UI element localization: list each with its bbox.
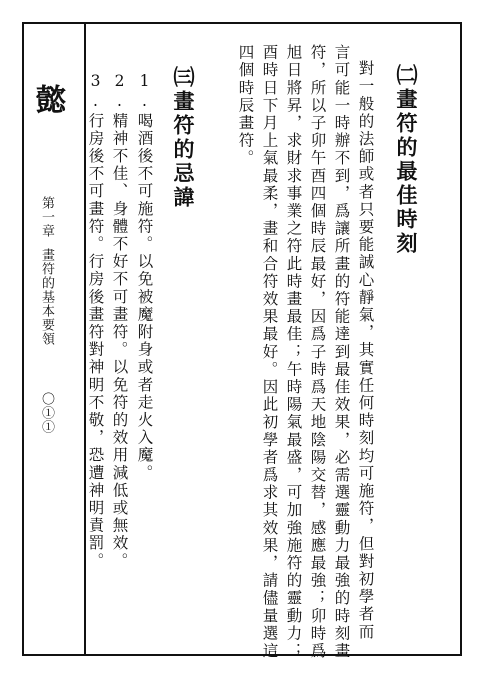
section-heading-taboos: ㈢畫符的忌諱 (171, 66, 195, 210)
list-item: 1.喝酒後不可施符。以免被魔附身或者走火入魔。 (135, 72, 154, 482)
list-item: 2.精神不佳、身體不好不可畫符。以免符的效用減低或無效。 (110, 72, 129, 570)
publisher-seal: 懿 (30, 84, 65, 114)
body-line: 符，所以子卯午酉四個時辰最好，因爲子時爲天地陰陽交替，感應最強；卯時爲 (308, 44, 327, 660)
section-heading-best-time: ㈡畫符的最佳時刻 (394, 64, 418, 256)
page-number: 〇①① (39, 392, 54, 434)
body-line: 對一般的法師或者只要能誠心靜氣，其實任何時刻均可施符，但對初學者而 (356, 60, 375, 641)
chapter-label: 第一章 (39, 196, 54, 238)
list-item: 3.行房後不可畫符。行房後畫符對神明不敬，恐遭神明責罰。 (86, 72, 105, 570)
body-line: 四個時辰畫符。 (236, 44, 255, 168)
body-line: 言可能一時辦不到，爲讓所畫的符能達到最佳效果，必需選靈動力最強的時刻畫 (332, 44, 351, 660)
chapter-title: 畫符的基本要領 (39, 248, 54, 346)
body-line: 酉時日下月上氣最柔，畫和合符效果最好。因此初學者爲求其效果，請儘量選這 (260, 44, 279, 660)
margin-divider (84, 23, 86, 655)
body-line: 旭日將昇，求財求事業之符此時畫最佳；午時陽氣最盛，可加強施符的靈動力； (284, 44, 303, 660)
